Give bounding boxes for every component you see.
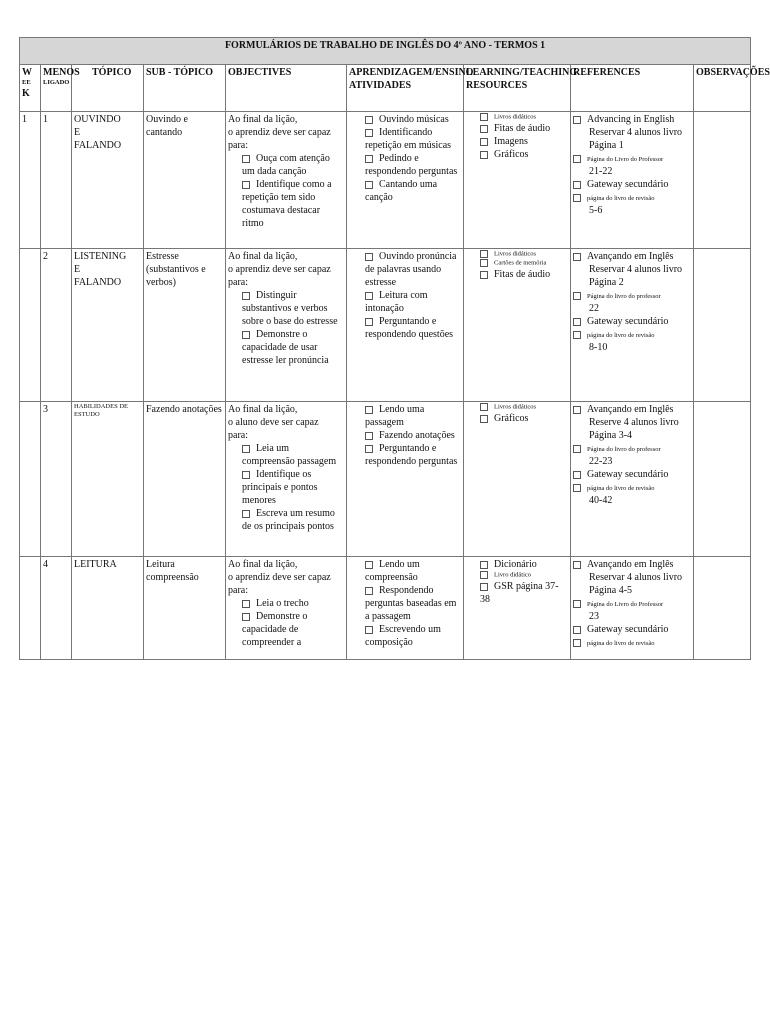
activity-item [365, 250, 461, 289]
checkbox-bullet-icon [480, 113, 488, 121]
objective-text: Demonstre o capacidade de usar estresse ler pronúncia [242, 329, 329, 366]
reference-note: Página do livro do professor [587, 293, 661, 300]
reference-pages: 5-6 [589, 205, 603, 216]
activities-cell [347, 112, 464, 249]
objective-intro: Ao final da lição, [228, 114, 298, 125]
topic-cell [72, 112, 144, 249]
objective-list [228, 442, 344, 533]
reference-item [589, 403, 691, 442]
resource-list [466, 403, 568, 425]
remarks-cell [694, 402, 751, 557]
checkbox-bullet-icon [480, 415, 488, 423]
objective-text: Ouça com atenção um dada canção [242, 153, 330, 177]
activity-text: Respondendo perguntas baseadas em a passagem [365, 585, 457, 622]
lesson-cell: 1 [41, 112, 72, 249]
topic-line: HABILIDADES DE ESTUDO [74, 403, 128, 419]
reference-item [589, 250, 691, 289]
references-cell [571, 557, 694, 660]
resource-text: Livros didáticos [494, 403, 537, 411]
reference-book: Avançando em Inglês Reservar 4 alunos livro Página 2 [587, 251, 683, 288]
objective-text: Leia o trecho [256, 598, 309, 609]
activity-text: Escrevendo um composição [365, 624, 441, 648]
checkbox-bullet-icon [573, 331, 581, 339]
reference-list [573, 403, 691, 507]
reference-note-item [589, 152, 691, 165]
checkbox-bullet-icon [480, 583, 488, 591]
reference-book: Avançando em Inglês Reservar 4 alunos livro Página 4-5 [587, 559, 683, 596]
table-row [20, 557, 751, 660]
activity-list [349, 558, 461, 649]
activity-list [349, 113, 461, 204]
checkbox-bullet-icon [480, 561, 488, 569]
document-title: FORMULÁRIOS DE TRABALHO DE INGLÊS DO 4º ANO - TERMOS 1 [20, 38, 751, 65]
resource-item [480, 259, 568, 268]
activity-text: Cantando uma canção [365, 179, 438, 203]
objective-intro: o aprendiz deve ser capaz [228, 127, 331, 138]
week-cell: 1 [20, 112, 41, 249]
checkbox-bullet-icon [480, 571, 488, 579]
objective-list [228, 597, 344, 649]
checkbox-bullet-icon [573, 181, 581, 189]
checkbox-bullet-icon [365, 561, 373, 569]
week-header [20, 65, 41, 112]
reference-pages: 40-42 [589, 495, 613, 506]
checkbox-bullet-icon [573, 155, 581, 163]
remarks-cell [694, 557, 751, 660]
objective-text: Identifique os principais e pontos menores [242, 469, 318, 506]
activity-item [365, 152, 461, 178]
reference-item [589, 623, 691, 636]
week-header-ee: EE [22, 79, 31, 86]
subtopic-cell: Ouvindo e cantando [144, 112, 226, 249]
resource-item [480, 148, 568, 161]
checkbox-bullet-icon [242, 471, 250, 479]
reference-book: Gateway secundário [587, 624, 669, 635]
checkbox-bullet-icon [365, 318, 373, 326]
activity-text: Ouvindo músicas [379, 114, 449, 125]
resource-item [480, 580, 568, 606]
checkbox-bullet-icon [365, 292, 373, 300]
resources-cell [464, 402, 571, 557]
resource-text: Cartões de memória [494, 259, 547, 267]
subtopic-cell: Fazendo anotações [144, 402, 226, 557]
objective-intro: Ao final da lição, [228, 404, 298, 415]
topic-line: FALANDO [74, 277, 122, 288]
week-cell [20, 557, 41, 660]
activity-text: Perguntando e respondendo perguntas [365, 443, 458, 467]
objective-intro: Ao final da lição, [228, 251, 298, 262]
reference-pages: 23 [589, 611, 599, 622]
activity-item [365, 113, 461, 126]
week-cell [20, 249, 41, 402]
checkbox-bullet-icon [365, 445, 373, 453]
reference-item [589, 468, 691, 481]
objectives-cell [226, 112, 347, 249]
activity-list [349, 250, 461, 341]
objective-text: Demonstre o capacidade de compreender a [242, 611, 308, 648]
resource-text: GSR página 37-38 [480, 580, 559, 605]
subtopic-cell: Leitura compreensão [144, 557, 226, 660]
reference-note-item [589, 191, 691, 204]
objectives-cell [226, 249, 347, 402]
subtopic-header: SUB - TÓPICO [144, 65, 226, 112]
objective-item [242, 328, 344, 367]
activity-text: Lendo um compreensão [365, 559, 420, 583]
activity-text: Fazendo anotações [379, 430, 455, 441]
objective-item [242, 152, 344, 178]
checkbox-bullet-icon [480, 259, 488, 267]
objective-intro: para: [228, 585, 248, 596]
reference-list [573, 250, 691, 354]
references-header: REFERENCES [571, 65, 694, 112]
checkbox-bullet-icon [573, 445, 581, 453]
checkbox-bullet-icon [573, 318, 581, 326]
objectives-cell [226, 557, 347, 660]
reference-note: Página do Livro do Professor [587, 601, 664, 608]
activity-item [365, 126, 461, 152]
checkbox-bullet-icon [480, 125, 488, 133]
reference-note: Página do livro do professor [587, 446, 661, 453]
checkbox-bullet-icon [573, 194, 581, 202]
objective-text: Distinguir substantivos e verbos sobre o base do estresse [242, 290, 338, 327]
week-cell [20, 402, 41, 557]
checkbox-bullet-icon [573, 292, 581, 300]
table-row [20, 249, 751, 402]
resource-item [480, 250, 568, 259]
resource-item [480, 403, 568, 412]
reference-note: página do livro de revisão [587, 332, 655, 339]
reference-note-item [589, 289, 691, 302]
lesson-cell: 3 [41, 402, 72, 557]
checkbox-bullet-icon [242, 331, 250, 339]
topic-line: OUVINDO [74, 114, 121, 125]
checkbox-bullet-icon [573, 600, 581, 608]
activity-item [365, 623, 461, 649]
checkbox-bullet-icon [573, 626, 581, 634]
topic-header: TÓPICO [72, 65, 144, 112]
checkbox-bullet-icon [573, 484, 581, 492]
reference-item [589, 113, 691, 152]
activity-item [365, 429, 461, 442]
subtopic-cell: Estresse (substantivos e verbos) [144, 249, 226, 402]
reference-note: página do livro de revisão [587, 195, 655, 202]
references-cell [571, 112, 694, 249]
table-row [20, 112, 751, 249]
reference-item [589, 315, 691, 328]
checkbox-bullet-icon [365, 406, 373, 414]
topic-line: LEITURA [74, 559, 117, 570]
resource-text: Imagens [494, 135, 528, 147]
checkbox-bullet-icon [573, 253, 581, 261]
objective-intro: o aprendiz deve ser capaz [228, 264, 331, 275]
week-header-w: W [22, 67, 32, 78]
reference-book: Gateway secundário [587, 469, 669, 480]
resource-item [480, 571, 568, 580]
activity-text: Leitura com intonação [365, 290, 428, 314]
resource-list [466, 558, 568, 606]
checkbox-bullet-icon [480, 403, 488, 411]
checkbox-bullet-icon [365, 116, 373, 124]
reference-note: página do livro de revisão [587, 485, 655, 492]
checkbox-bullet-icon [242, 600, 250, 608]
objective-text: Escreva um resumo de os principais pontos [242, 508, 335, 532]
activity-item [365, 315, 461, 341]
resource-text: Livros didáticos [494, 250, 537, 258]
lesson-header-label: MENOS [43, 67, 80, 78]
lesson-header [41, 65, 80, 112]
lesson-cell: 4 [41, 557, 72, 660]
checkbox-bullet-icon [365, 129, 373, 137]
reference-list [573, 558, 691, 649]
objective-item [242, 289, 344, 328]
lesson-cell: 2 [41, 249, 72, 402]
checkbox-bullet-icon [242, 155, 250, 163]
reference-item [589, 178, 691, 191]
references-cell [571, 249, 694, 402]
resource-item [480, 412, 568, 425]
table-row [20, 402, 751, 557]
checkbox-bullet-icon [573, 639, 581, 647]
topic-line: LISTENING [74, 251, 127, 262]
activity-item [365, 442, 461, 468]
activity-text: Identificando repetição em músicas [365, 127, 452, 151]
resource-list [466, 250, 568, 281]
checkbox-bullet-icon [480, 151, 488, 159]
activities-cell [347, 402, 464, 557]
objectives-header: OBJECTIVES [226, 65, 347, 112]
objectives-cell [226, 402, 347, 557]
reference-note-item [589, 442, 691, 455]
checkbox-bullet-icon [242, 445, 250, 453]
checkbox-bullet-icon [365, 432, 373, 440]
reference-book: Advancing in English Reservar 4 alunos livro Página 1 [587, 114, 683, 151]
checkbox-bullet-icon [480, 138, 488, 146]
objective-intro: o aluno deve ser capaz [228, 417, 319, 428]
checkbox-bullet-icon [365, 155, 373, 163]
objective-list [228, 152, 344, 230]
resource-text: Gráficos [494, 148, 529, 160]
topic-line: E [74, 127, 81, 138]
resource-text: Livros didáticos [494, 113, 537, 121]
reference-note-item [589, 328, 691, 341]
topic-line: FALANDO [74, 140, 122, 151]
resource-text: Fitas de áudio [494, 268, 551, 280]
checkbox-bullet-icon [480, 271, 488, 279]
resources-cell [464, 557, 571, 660]
activity-text: Pedindo e respondendo perguntas [365, 153, 458, 177]
activity-item [365, 289, 461, 315]
reference-note-item [589, 481, 691, 494]
objective-item [242, 442, 344, 468]
activities-cell [347, 249, 464, 402]
remarks-cell [694, 249, 751, 402]
objective-item [242, 597, 344, 610]
checkbox-bullet-icon [573, 406, 581, 414]
reference-note: Página do Livro do Professor [587, 156, 664, 163]
checkbox-bullet-icon [573, 561, 581, 569]
objective-item [242, 468, 344, 507]
activity-text: Perguntando e respondendo questões [365, 316, 454, 340]
objective-item [242, 507, 344, 533]
reference-book: Gateway secundário [587, 179, 669, 190]
week-header-k: K [22, 88, 30, 100]
reference-pages: 22-23 [589, 456, 613, 467]
objective-list [228, 289, 344, 367]
topic-cell [72, 557, 144, 660]
resource-item [480, 558, 568, 571]
checkbox-bullet-icon [573, 471, 581, 479]
activity-item [365, 403, 461, 429]
checkbox-bullet-icon [242, 181, 250, 189]
resource-text: Gráficos [494, 412, 529, 424]
references-cell [571, 402, 694, 557]
reference-pages: 8-10 [589, 342, 608, 353]
checkbox-bullet-icon [242, 613, 250, 621]
reference-note-item [589, 597, 691, 610]
checkbox-bullet-icon [365, 587, 373, 595]
resource-item [480, 268, 568, 281]
checkbox-bullet-icon [242, 292, 250, 300]
activities-header: APRENDIZAGEM/ENSINO ATIVIDADES [347, 65, 464, 112]
resource-item [480, 122, 568, 135]
objective-intro: Ao final da lição, [228, 559, 298, 570]
reference-note: página do livro de revisão [587, 640, 655, 647]
reference-book: Gateway secundário [587, 316, 669, 327]
reference-note-item [589, 636, 691, 649]
objective-intro: para: [228, 277, 248, 288]
activity-text: Lendo uma passagem [365, 404, 425, 428]
topic-line: E [74, 264, 81, 275]
objective-intro: o aprendiz deve ser capaz [228, 572, 331, 583]
resources-header: LEARNING/TEACHING RESOURCES [464, 65, 571, 112]
objective-intro: para: [228, 430, 248, 441]
activity-list [349, 403, 461, 468]
checkbox-bullet-icon [480, 250, 488, 258]
checkbox-bullet-icon [365, 253, 373, 261]
activity-item [365, 178, 461, 204]
checkbox-bullet-icon [365, 626, 373, 634]
remarks-header: OBSERVAÇÕES [694, 65, 751, 112]
resources-cell [464, 112, 571, 249]
objective-text: Identifique como a repetição tem sido costumava destacar ritmo [242, 179, 332, 229]
scheme-of-work-table [19, 37, 770, 660]
reference-pages: 22 [589, 303, 599, 314]
reference-pages: 21-22 [589, 166, 613, 177]
objective-text: Leia um compreensão passagem [242, 443, 337, 467]
resource-item [480, 113, 568, 122]
objective-intro: para: [228, 140, 248, 151]
resource-text: Livro didático [494, 571, 532, 579]
reference-list [573, 113, 691, 217]
objective-item [242, 610, 344, 649]
checkbox-bullet-icon [242, 510, 250, 518]
reference-book: Avançando em Inglês Reserve 4 alunos livro Página 3-4 [587, 404, 679, 441]
checkbox-bullet-icon [573, 116, 581, 124]
reference-item [589, 558, 691, 597]
resource-list [466, 113, 568, 161]
activity-text: Ouvindo pronúncia de palavras usando estresse [365, 251, 457, 288]
lesson-header-sub: LIGADO [43, 79, 70, 86]
resource-text: Dicionário [494, 559, 537, 570]
topic-cell [72, 402, 144, 557]
topic-cell [72, 249, 144, 402]
checkbox-bullet-icon [365, 181, 373, 189]
remarks-cell [694, 112, 751, 249]
resource-text: Fitas de áudio [494, 122, 551, 134]
activity-item [365, 558, 461, 584]
activities-cell [347, 557, 464, 660]
resources-cell [464, 249, 571, 402]
resource-item [480, 135, 568, 148]
objective-item [242, 178, 344, 230]
activity-item [365, 584, 461, 623]
